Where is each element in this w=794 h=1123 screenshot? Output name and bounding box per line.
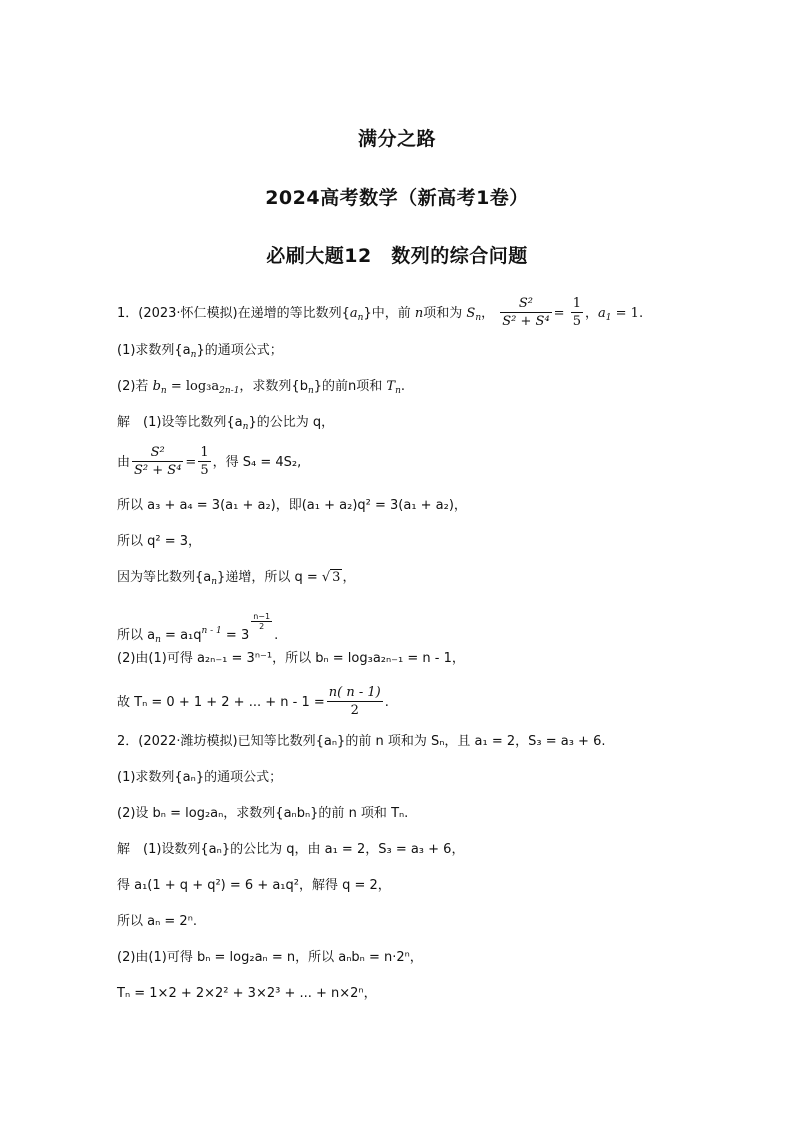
problem1-solution-line1: 解 (1)设等比数列$\{a_n\}$的公比为 q，: [117, 415, 335, 432]
problem2-solution-line1: 解 (1)设数列{aₙ}的公比为 q，由 a₁ = 2，S₃ = a₃ + 6，: [117, 842, 465, 857]
problem1-solution-line6: 所以 $a_n = a_1q^{n - 1} = 3$ $\frac{n-1}{2}$ .: [117, 612, 279, 645]
problem1-solution-line4: 所以 q² = 3，: [117, 534, 202, 549]
problem1-fraction: $\frac{\text{S²}}{\text{S² + S⁴}}$: [502, 296, 550, 329]
section-title: 必刷大题12 数列的综合问题: [266, 245, 528, 267]
problem1-stem: 1．(2023·怀仁模拟)在递增的等比数列$\{a_n\}$中，前 n项和为 $S_n$， $\frac{\text{S²}}{\text{S² + S⁴}}$ = $\frac{1}{5}$ ，$a_1 = 1$.: [117, 296, 644, 329]
problem2-question2: (2)设 bₙ = log₂aₙ，求数列{aₙbₙ}的前 n 项和 Tₙ.: [117, 806, 409, 821]
problem2-stem: 2．(2022·潍坊模拟)已知等比数列{aₙ}的前 n 项和为 Sₙ，且 a₁ = 2，S₃ = a₃ + 6.: [117, 734, 606, 749]
problem2-solution-line3: 所以 aₙ = 2ⁿ.: [117, 914, 198, 929]
problem2-solution-line2: 得 a₁(1 + q + q²) = 6 + a₁q²，解得 q = 2，: [117, 878, 391, 893]
problem1-solution-line7: (2)由(1)可得 a₂ₙ₋₁ = 3ⁿ⁻¹，所以 bₙ = log₃a₂ₙ₋₁ = n - 1，: [117, 651, 465, 666]
problem2-solution-line4: (2)由(1)可得 bₙ = log₂aₙ = n，所以 aₙbₙ = n·2ⁿ，: [117, 950, 423, 965]
problem2-solution-line5: Tₙ = 1×2 + 2×2² + 3×2³ + ... + n×2ⁿ，: [117, 986, 377, 1001]
problem2-question1: (1)求数列{aₙ}的通项公式；: [117, 770, 283, 785]
document-title: 满分之路: [357, 128, 436, 150]
problem1-one-fifth: $\frac{1}{5}$: [572, 296, 581, 329]
problem1-solution-line2: 由 $\frac{\text{S²}}{\text{S² + S⁴}}$ = $\frac{1}{5}$ ，得 S₄ = 4S₂,: [117, 445, 302, 478]
document-subtitle: 2024高考数学（新高考1卷）: [265, 187, 529, 209]
problem1-solution-line8: 故 Tₙ = 0 + 1 + 2 + ... + n - 1 = $\frac{n( n - 1)}{2}$ .: [117, 685, 389, 718]
problem1-solution-line3: 所以 a₃ + a₄ = 3(a₁ + a₂)，即(a₁ + a₂)q² = 3(a₁ + a₂)，: [117, 498, 467, 513]
problem1-question1: (1)求数列$\{a_n\}$的通项公式；: [117, 343, 283, 360]
problem1-solution-line5: 因为等比数列$\{a_n\}$递增，所以 q = √ 3 ，: [117, 570, 356, 587]
sqrt-symbol: √ 3: [321, 570, 341, 585]
problem1-question2: (2)若 $b_n = \log_3a_{2n-1}$，求数列$\{b_n\}$的前n项和 $T_n$.: [117, 379, 406, 396]
